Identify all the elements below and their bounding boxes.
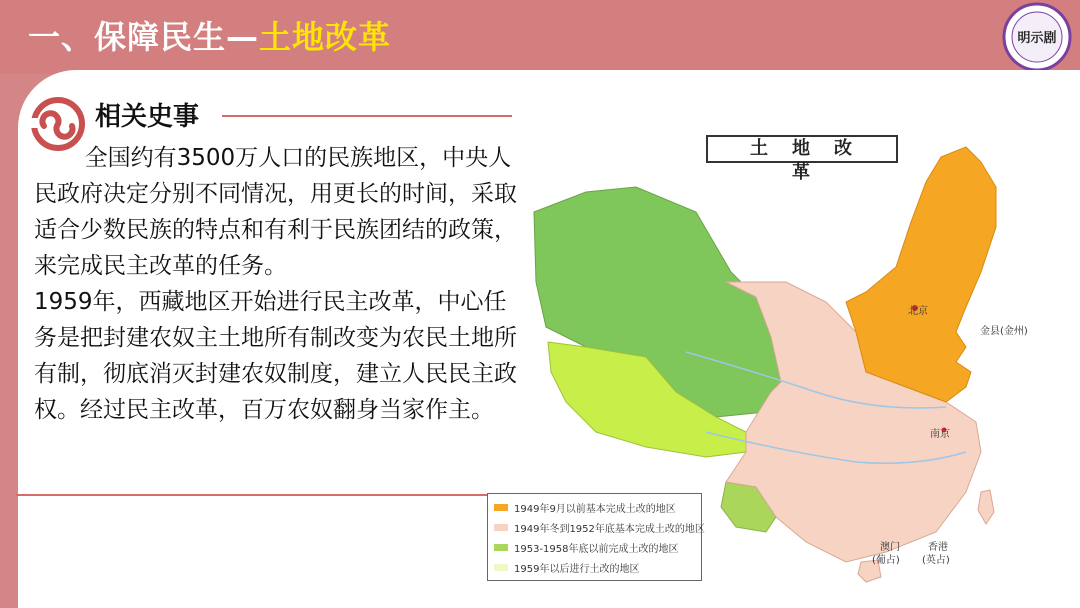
- legend-swatch: [494, 544, 508, 551]
- paragraph-1: 全国约有3500万人口的民族地区，中央人民政府决定分别不同情况，用更长的时间，采取适合少数民族的特点和有利于民族团结的政策，来完成民主改革的任务。: [34, 145, 517, 279]
- logo-text: 明示剧: [1017, 31, 1057, 46]
- heading-divider: [222, 115, 512, 117]
- label-puzhan: (葡占): [872, 555, 900, 566]
- legend-swatch: [494, 564, 508, 571]
- map-legend: [487, 493, 705, 581]
- legend-swatch: [494, 524, 508, 531]
- label-aomen: 澳门: [880, 542, 900, 553]
- label-beijing: 北京: [908, 306, 928, 317]
- region-north-northeast: [846, 147, 996, 402]
- paragraph-2: 1959年，西藏地区开始进行民主改革，中心任务是把封建农奴主土地所有制改变为农民土地所有制，彻底消灭封建农奴制度，建立人民民主政权。经过民主改革，百万农奴翻身当家作主。: [34, 289, 517, 423]
- legend-label: 1953-1958年底以前完成土改的地区: [514, 543, 679, 555]
- legend-item: [494, 497, 695, 517]
- bottom-divider: [16, 494, 536, 496]
- legend-item: [494, 517, 705, 537]
- label-yingzhan: (英占): [922, 555, 950, 566]
- title-main: 一、保障民生—: [28, 18, 260, 56]
- label-nanjing: 南京: [930, 429, 950, 440]
- legend-item: [494, 537, 695, 557]
- page-title: [28, 12, 391, 58]
- body-text: [34, 140, 529, 428]
- legend-swatch: [494, 504, 508, 511]
- label-xianggang: 香港: [928, 542, 948, 553]
- section-heading: 相关史事: [95, 102, 200, 132]
- legend-label: 1949年冬到1952年底基本完成土改的地区: [514, 523, 705, 535]
- map-title: 土地改革: [706, 135, 898, 163]
- title-accent: 土地改革: [259, 18, 392, 56]
- label-jinxian: 金县(金州): [980, 326, 1028, 337]
- legend-label: 1959年以后进行土改的地区: [514, 563, 640, 575]
- school-logo-icon: [1002, 2, 1072, 72]
- legend-item: [494, 557, 695, 577]
- legend-label: 1949年9月以前基本完成土改的地区: [514, 503, 676, 515]
- region-taiwan: [978, 490, 994, 524]
